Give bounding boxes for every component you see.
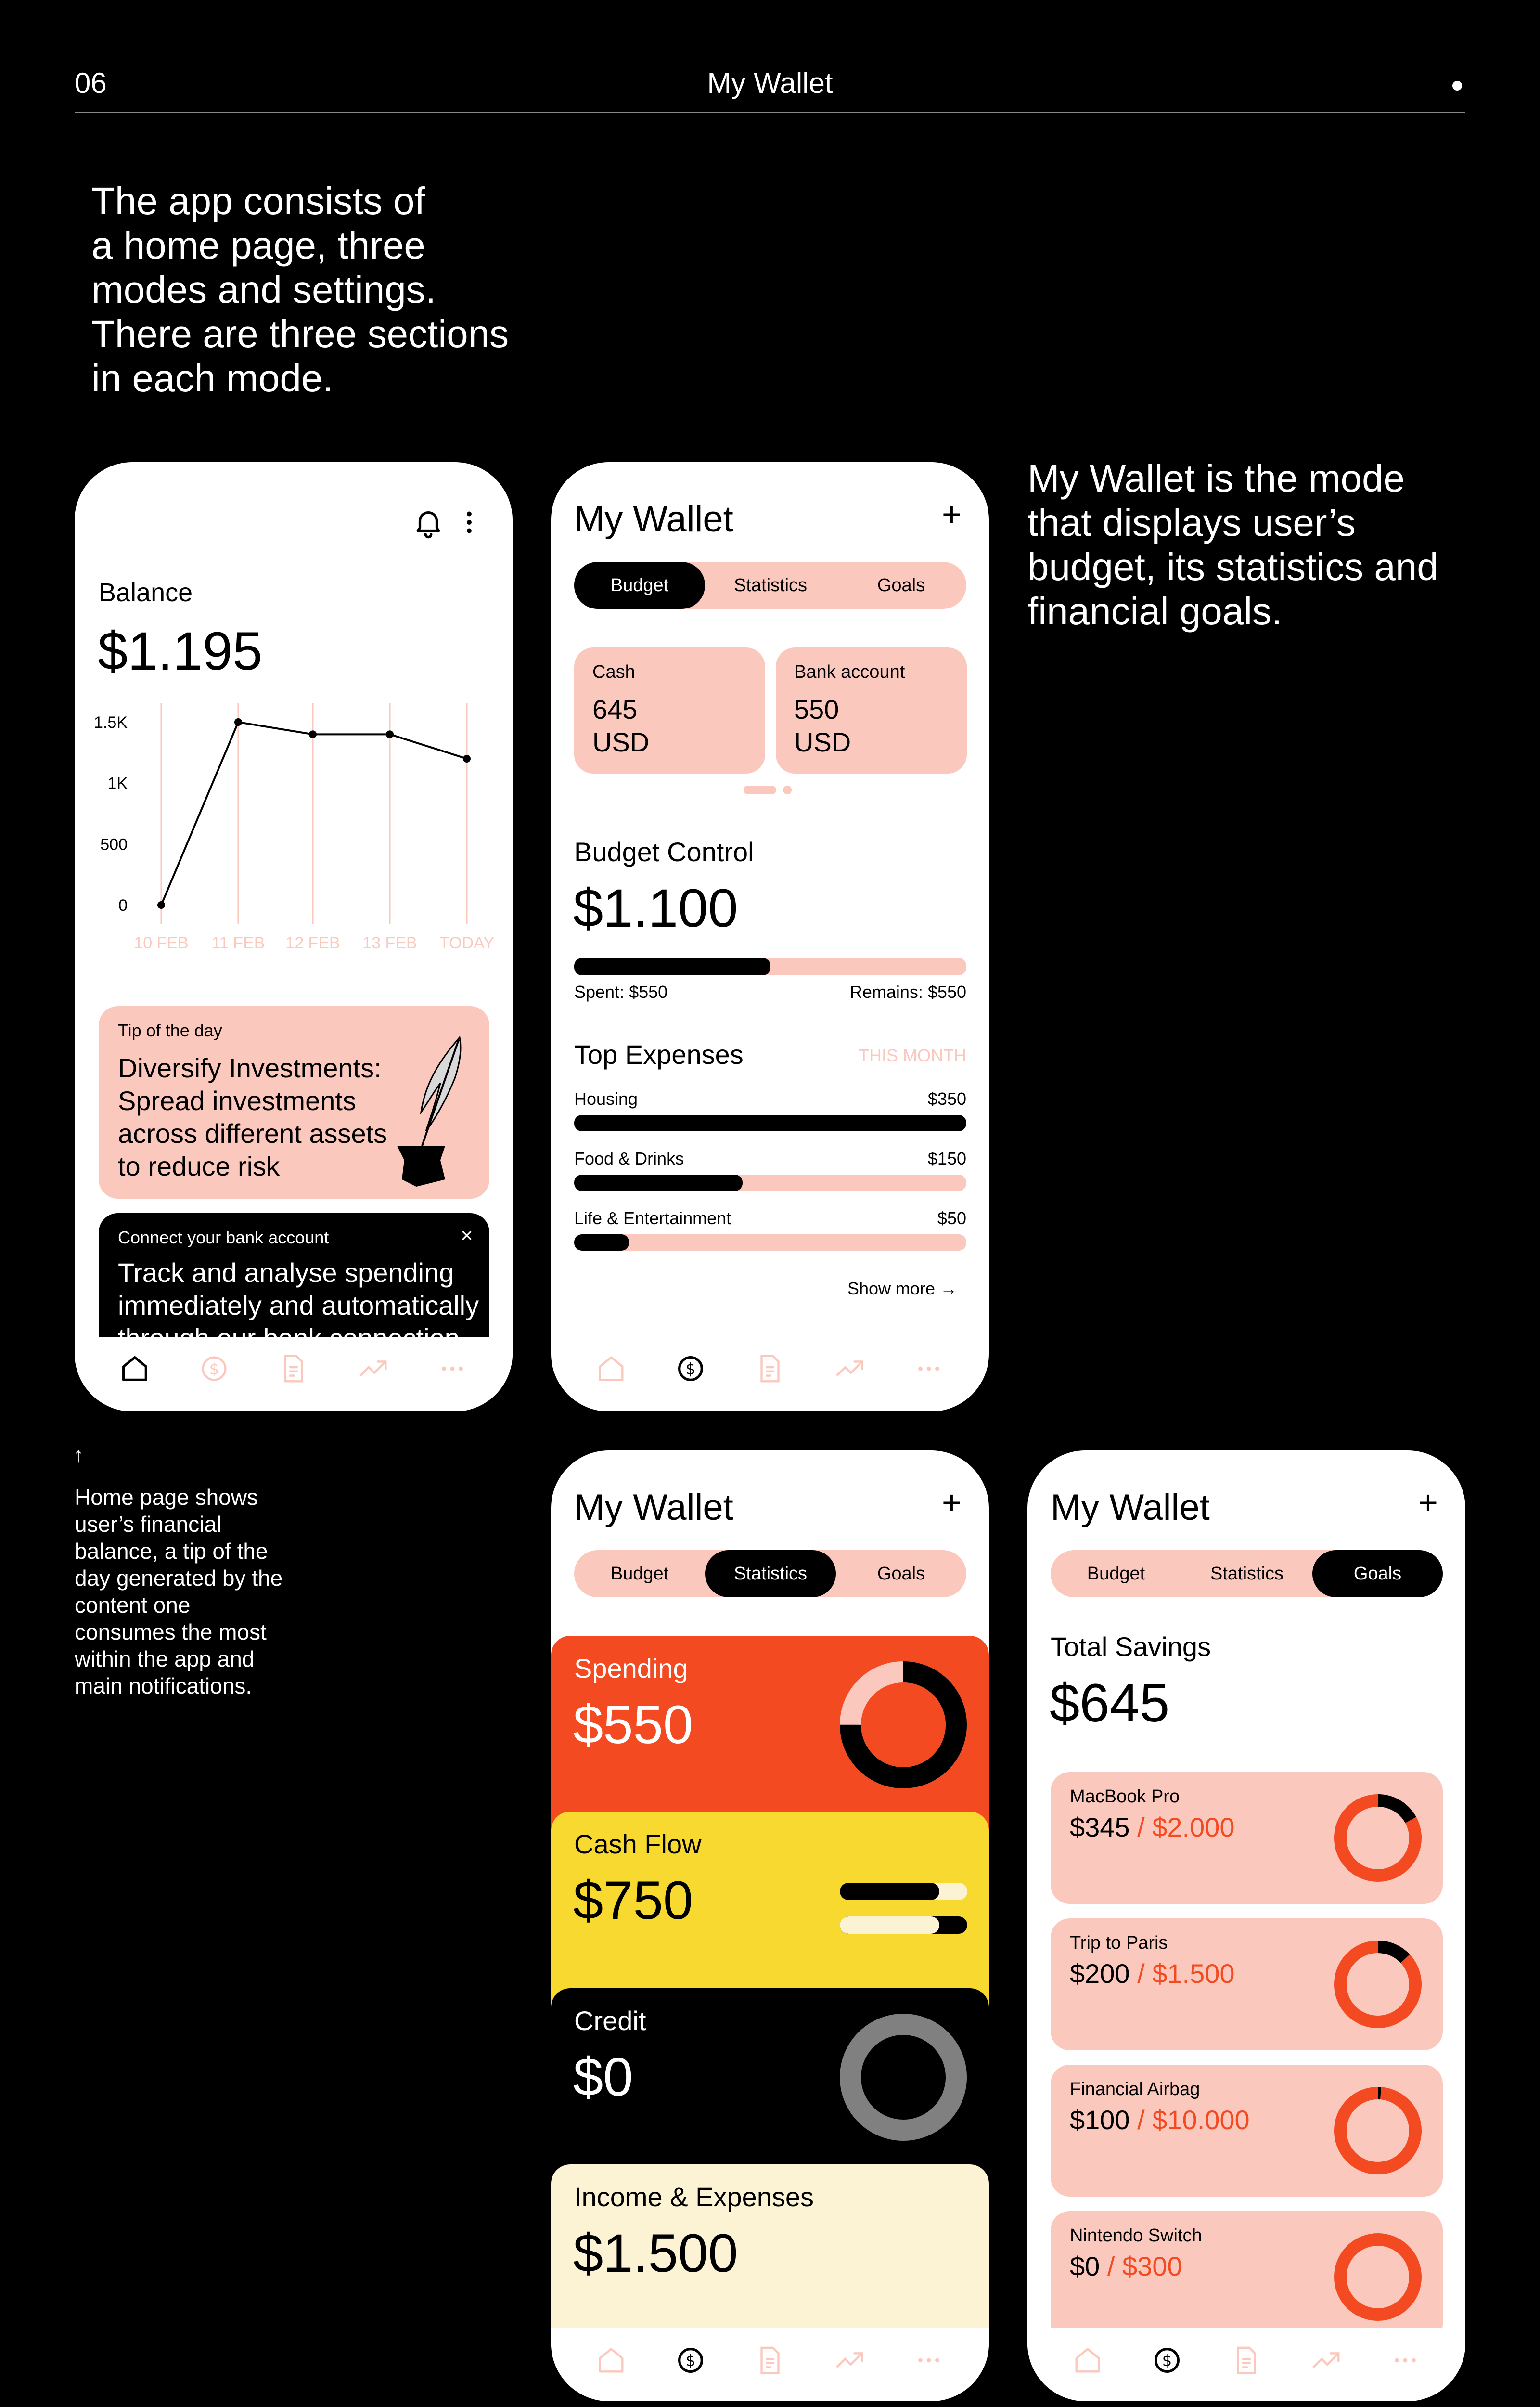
goal-name: Financial Airbag <box>1070 2079 1200 2099</box>
goal-target: / $1.500 <box>1137 1958 1235 1989</box>
tab-goals[interactable]: Goals <box>877 1564 925 1584</box>
expense-bar <box>574 1175 966 1191</box>
card-label: Spending <box>574 1653 688 1683</box>
tab-budget[interactable]: Budget <box>574 562 705 609</box>
expense-bar-fill <box>574 1234 629 1251</box>
credit-donut <box>836 2010 971 2145</box>
card-label: Credit <box>574 2006 646 2036</box>
x-tick-label: 13 FEB <box>362 934 417 952</box>
header-divider <box>75 112 1465 113</box>
header-dot <box>1452 81 1462 91</box>
pager-dot[interactable] <box>783 786 792 794</box>
y-tick-label: 1K <box>107 774 128 793</box>
tab-statistics[interactable]: Statistics <box>705 1550 836 1597</box>
goals-screen <box>1027 1450 1465 2401</box>
inflow-bar <box>840 1883 967 1900</box>
goal-target: / $300 <box>1107 2251 1182 2281</box>
document-icon[interactable] <box>753 1352 787 1385</box>
goal-name: MacBook Pro <box>1070 1786 1180 1807</box>
goal-progress-ring <box>1330 2229 1426 2325</box>
top-expenses-label: Top Expenses <box>574 1039 744 1070</box>
account-card-bank[interactable] <box>776 647 967 774</box>
more-horizontal-icon[interactable] <box>1388 2343 1422 2377</box>
mode-tabs <box>1051 1550 1443 1597</box>
balance-line <box>161 722 467 905</box>
balance-chart <box>75 703 513 972</box>
page-title: My Wallet <box>707 67 833 99</box>
card-value: $750 <box>573 1870 693 1930</box>
pager-dot-active[interactable] <box>744 786 776 794</box>
balance-value: $1.195 <box>98 621 263 681</box>
statistics-screen <box>551 1450 989 2401</box>
show-more-link[interactable] <box>847 1279 957 1299</box>
tab-goals[interactable]: Goals <box>1312 1550 1443 1597</box>
add-button[interactable]: + <box>942 495 962 533</box>
x-tick-label: TODAY <box>439 934 494 952</box>
outflow-bar-fill <box>840 1916 939 1934</box>
outflow-bar <box>840 1916 967 1934</box>
goal-card[interactable] <box>1051 1918 1443 2050</box>
goal-card[interactable] <box>1051 2211 1443 2343</box>
more-horizontal-icon[interactable] <box>912 2343 946 2377</box>
budget-control-label: Budget Control <box>574 837 754 867</box>
mode-tabs <box>574 562 966 609</box>
spending-card[interactable] <box>551 1636 989 1838</box>
goal-saved: $345 <box>1070 1812 1138 1842</box>
show-more-label: Show more <box>847 1279 936 1298</box>
expense-bar <box>574 1234 966 1251</box>
expense-bar-fill <box>574 1115 966 1131</box>
card-label: Cash Flow <box>574 1829 702 1859</box>
more-vertical-icon[interactable] <box>452 505 486 539</box>
tab-goals[interactable]: Goals <box>877 575 925 595</box>
svg-text:$: $ <box>685 1359 696 1378</box>
dollar-icon[interactable] <box>674 2343 707 2377</box>
trending-up-icon[interactable] <box>833 2343 866 2377</box>
tip-text: Diversify Investments: Spread investments across different assets to reduce risk <box>118 1053 387 1181</box>
account-amount: 645 <box>592 694 638 725</box>
document-icon[interactable] <box>753 2343 787 2377</box>
tab-budget[interactable]: Budget <box>610 1564 669 1584</box>
budget-progress-fill <box>574 958 770 975</box>
y-tick-label: 0 <box>118 896 128 915</box>
chart-point <box>463 755 471 763</box>
account-label: Bank account <box>794 662 905 682</box>
dollar-icon[interactable] <box>674 1352 707 1385</box>
expense-bar <box>574 1115 966 1131</box>
chart-point <box>234 718 242 726</box>
svg-text:$: $ <box>685 2351 696 2370</box>
expense-bar-fill <box>574 1175 743 1191</box>
dollar-icon[interactable] <box>1150 2343 1184 2377</box>
tab-statistics[interactable]: Statistics <box>733 575 808 595</box>
inflow-bar-fill <box>840 1883 939 1900</box>
chart-point <box>157 901 165 909</box>
more-horizontal-icon[interactable] <box>912 1352 946 1385</box>
card-label: Income & Expenses <box>574 2182 814 2212</box>
trending-up-icon[interactable] <box>833 1352 866 1385</box>
bottom-nav <box>551 1337 989 1411</box>
remains-text: Remains: $550 <box>849 982 966 1002</box>
expense-name: Food & Drinks <box>574 1149 684 1168</box>
wallet-title: My Wallet <box>574 499 733 540</box>
tab-budget[interactable]: Budget <box>1087 1564 1145 1584</box>
goal-saved: $0 <box>1070 2251 1107 2281</box>
goal-progress-ring <box>1330 1936 1426 2032</box>
card-value: $0 <box>573 2047 633 2107</box>
home-screen <box>75 462 513 1411</box>
dollar-icon[interactable] <box>197 1352 231 1385</box>
goal-card[interactable] <box>1051 1772 1443 1904</box>
home-icon[interactable] <box>594 1352 628 1385</box>
x-tick-label: 11 FEB <box>211 934 265 952</box>
goal-amount <box>1070 1958 1235 1989</box>
goal-name: Trip to Paris <box>1070 1933 1168 1953</box>
expense-amount: $150 <box>927 1149 966 1168</box>
income-expenses-card[interactable] <box>551 2164 989 2328</box>
chart-point <box>309 730 317 738</box>
tip-of-day-card[interactable] <box>99 1006 489 1199</box>
home-icon[interactable] <box>118 1352 152 1385</box>
account-currency: USD <box>592 727 650 757</box>
up-arrow-icon: ↑ <box>73 1443 84 1467</box>
goal-saved: $200 <box>1070 1958 1138 1989</box>
goal-card[interactable] <box>1051 2065 1443 2197</box>
goal-progress-ring <box>1330 1790 1426 1886</box>
card-value: $1.500 <box>573 2223 738 2283</box>
ring-track <box>1340 2093 1415 2168</box>
bottom-nav <box>551 2328 989 2401</box>
goal-name: Nintendo Switch <box>1070 2226 1202 2246</box>
mode-description: My Wallet is the mode that displays user’s budget, its statistics and financial goals. <box>1027 457 1438 633</box>
add-button[interactable]: + <box>942 1484 962 1521</box>
y-tick-label: 500 <box>100 835 128 854</box>
goal-amount <box>1070 2104 1250 2135</box>
goal-target: / $10.000 <box>1137 2105 1250 2135</box>
home-icon[interactable] <box>594 2343 628 2377</box>
quill-ink-icon <box>387 1035 469 1189</box>
page-number: 06 <box>75 67 107 99</box>
goal-target: / $2.000 <box>1137 1812 1235 1842</box>
document-icon[interactable] <box>1230 2343 1263 2377</box>
ring-track <box>1340 2239 1415 2315</box>
budget-progress-bar <box>574 958 966 975</box>
total-savings-label: Total Savings <box>1051 1631 1211 1662</box>
bank-text: Track and analyse spending immediately and automatically <box>118 1257 479 1320</box>
tab-statistics[interactable]: Statistics <box>1210 1564 1284 1584</box>
close-icon[interactable]: × <box>461 1224 473 1247</box>
goal-progress-ring <box>1330 2083 1426 2179</box>
bottom-nav <box>1027 2328 1465 2401</box>
document-icon[interactable] <box>277 1352 310 1385</box>
wallet-title: My Wallet <box>1051 1487 1210 1528</box>
goal-amount <box>1070 1812 1235 1843</box>
expense-amount: $50 <box>937 1208 966 1228</box>
chart-point <box>386 730 394 738</box>
expense-name: Life & Entertainment <box>574 1208 732 1228</box>
arrow-right-icon: → <box>940 1279 958 1298</box>
budget-screen <box>551 462 989 1411</box>
svg-text:$: $ <box>1162 2351 1172 2370</box>
tip-label: Tip of the day <box>118 1021 222 1040</box>
x-tick-label: 12 FEB <box>285 934 340 952</box>
credit-card[interactable] <box>551 1988 989 2190</box>
home-icon[interactable] <box>1071 2343 1104 2377</box>
bottom-nav <box>75 1337 513 1411</box>
trending-up-icon[interactable] <box>356 1352 390 1385</box>
total-savings-value: $645 <box>1050 1673 1170 1733</box>
bell-icon[interactable] <box>411 505 445 539</box>
goal-saved: $100 <box>1070 2105 1138 2135</box>
intro-text: The app consists of a home page, three modes and settings. There are three sections in each mode. <box>91 180 509 400</box>
account-label: Cash <box>592 662 635 682</box>
card-value: $550 <box>573 1695 693 1755</box>
goal-amount <box>1070 2251 1182 2282</box>
balance-label: Balance <box>99 578 193 607</box>
period-label: THIS MONTH <box>859 1046 966 1065</box>
x-tick-label: 10 FEB <box>134 934 189 952</box>
account-currency: USD <box>794 727 851 757</box>
account-amount: 550 <box>794 694 839 725</box>
bank-label: Connect your bank account <box>118 1228 329 1247</box>
spending-donut <box>836 1657 971 1792</box>
expense-name: Housing <box>574 1089 638 1109</box>
spent-text: Spent: $550 <box>574 982 668 1002</box>
more-horizontal-icon[interactable] <box>436 1352 469 1385</box>
wallet-title: My Wallet <box>574 1487 733 1528</box>
expense-amount: $350 <box>927 1089 966 1109</box>
cash-flow-card[interactable] <box>551 1812 989 2014</box>
mode-tabs <box>574 1550 966 1597</box>
account-card-cash[interactable] <box>574 647 765 774</box>
budget-control-value: $1.100 <box>573 878 738 938</box>
add-button[interactable]: + <box>1418 1484 1438 1521</box>
home-caption: Home page shows user’s financial balance, a tip of the day generated by the content one consumes the most within the app and main notifications. <box>75 1485 283 1698</box>
y-tick-label: 1.5K <box>94 713 128 732</box>
svg-text:$: $ <box>209 1359 219 1378</box>
trending-up-icon[interactable] <box>1309 2343 1343 2377</box>
